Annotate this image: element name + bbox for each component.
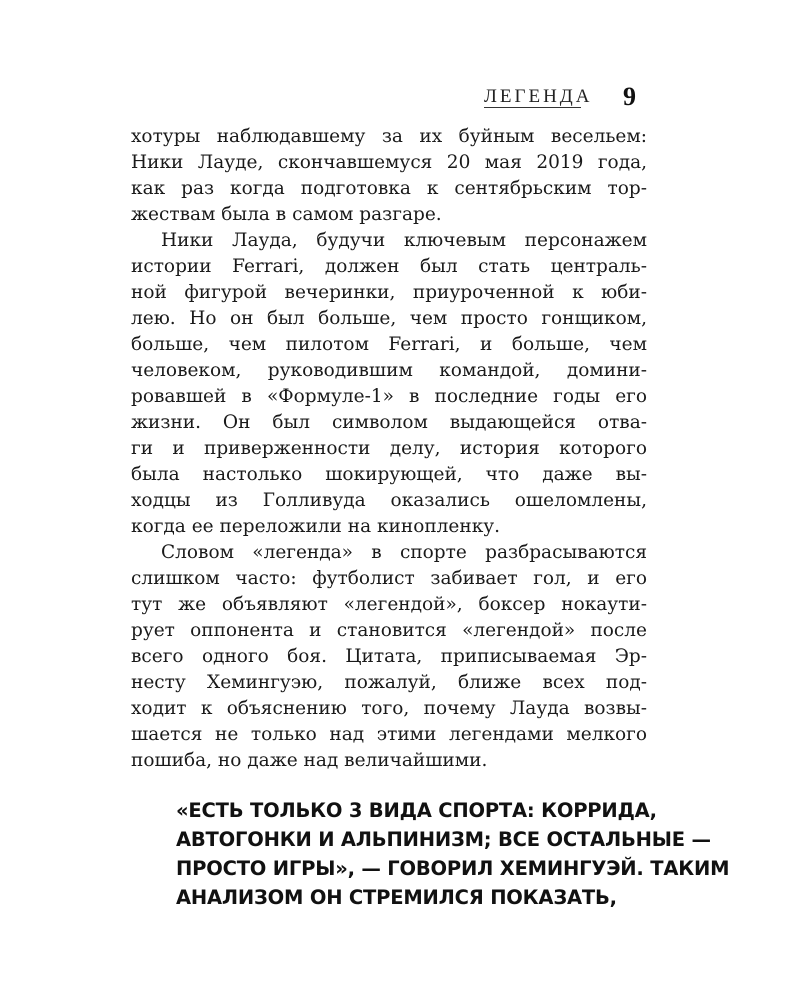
text-line: истории Ferrari, должен был стать централь- <box>131 256 647 277</box>
text-line: Ники Лауда, будучи ключевым персонажем <box>161 230 647 251</box>
text-line: шается не только над этими легендами мелкого <box>131 724 647 745</box>
text-line: рует оппонента и становится «легендой» после <box>131 620 647 641</box>
text-line: жествам была в самом разгаре. <box>131 204 442 225</box>
section-title: ЛЕГЕНДА <box>484 86 593 107</box>
text-line: была настолько шокирующей, что даже вы- <box>131 464 647 485</box>
text-line: ги и приверженности делу, история которого <box>131 438 647 459</box>
text-line: всего одного боя. Цитата, приписываемая Эр- <box>131 646 647 667</box>
running-head <box>470 78 650 118</box>
text-line: Ники Лауде, скончавшемуся 20 мая 2019 года, <box>131 152 647 173</box>
pull-quote <box>176 796 730 912</box>
text-line: слишком часто: футболист забивает гол, и его <box>131 568 647 589</box>
text-line: человеком, руководившим командой, домини- <box>131 360 647 381</box>
text-line: ходит к объяснению того, почему Лауда возвы- <box>131 698 647 719</box>
text-line: лею. Но он был больше, чем просто гонщиком, <box>131 308 647 329</box>
pull-quote-line: АНАЛИЗОМ ОН СТРЕМИЛСЯ ПОКАЗАТЬ, <box>176 886 617 909</box>
text-line: ровавшей в «Формуле-1» в последние годы его <box>131 386 647 407</box>
text-line: когда ее переложили на кинопленку. <box>131 516 501 537</box>
title-underline <box>484 107 581 108</box>
text-line: тут же объявляют «легендой», боксер нокаути- <box>131 594 647 615</box>
text-line: Словом «легенда» в спорте разбрасываются <box>161 542 647 563</box>
text-line: больше, чем пилотом Ferrari, и больше, чем <box>131 334 647 355</box>
text-line: как раз когда подготовка к сентябрьским тор- <box>131 178 647 199</box>
text-line: жизни. Он был символом выдающейся отва- <box>131 412 647 433</box>
text-line: ной фигурой вечеринки, приуроченной к юби- <box>131 282 647 303</box>
text-line: несту Хемингуэю, пожалуй, ближе всех под- <box>131 672 647 693</box>
page-number: 9 <box>623 82 636 111</box>
text-line: пошиба, но даже над величайшими. <box>131 750 488 771</box>
pull-quote-line: ПРОСТО ИГРЫ», — ГОВОРИЛ ХЕМИНГУЭЙ. ТАКИМ <box>176 857 730 880</box>
body-text <box>131 124 647 774</box>
text-line: ходцы из Голливуда оказались ошеломлены, <box>131 490 647 511</box>
pull-quote-line: АВТОГОНКИ И АЛЬПИНИЗМ; ВСЕ ОСТАЛЬНЫЕ — <box>176 828 711 851</box>
pull-quote-line: «ЕСТЬ ТОЛЬКО 3 ВИДА СПОРТА: КОРРИДА, <box>176 799 657 822</box>
text-line: хотуры наблюдавшему за их буйным весельем: <box>131 126 647 147</box>
